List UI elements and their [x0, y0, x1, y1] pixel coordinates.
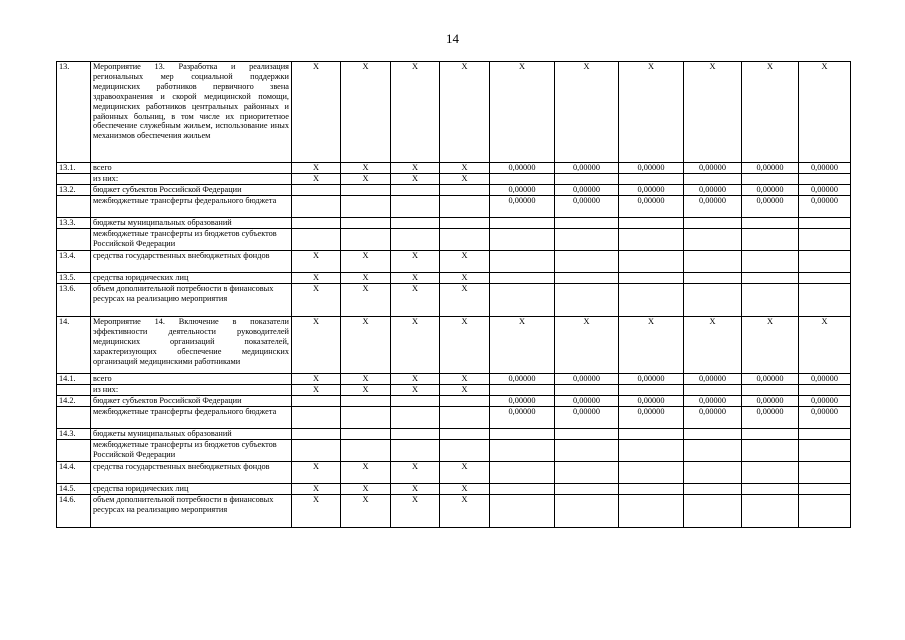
value-cell	[440, 396, 490, 407]
value-cell	[799, 174, 851, 185]
value-cell: X	[341, 484, 391, 495]
value-cell	[684, 429, 742, 440]
row-label: средства государственных внебюджетных фондов	[91, 462, 292, 484]
value-cell	[391, 396, 440, 407]
value-cell: X	[440, 317, 490, 374]
value-cell: X	[341, 385, 391, 396]
row-label: из них:	[91, 174, 292, 185]
value-cell	[799, 229, 851, 251]
value-cell	[619, 218, 684, 229]
value-cell: X	[742, 62, 799, 163]
value-cell: X	[292, 273, 341, 284]
row-number	[57, 229, 91, 251]
value-cell	[619, 495, 684, 528]
row-number: 13.2.	[57, 185, 91, 196]
value-cell: X	[440, 273, 490, 284]
measure-row	[57, 62, 851, 163]
value-cell: X	[292, 385, 341, 396]
value-cell	[555, 251, 619, 273]
value-cell	[799, 251, 851, 273]
value-cell: X	[292, 317, 341, 374]
value-cell	[555, 462, 619, 484]
value-cell: X	[292, 62, 341, 163]
value-cell	[490, 174, 555, 185]
row-number: 13.6.	[57, 284, 91, 317]
value-cell	[742, 251, 799, 273]
value-cell	[341, 229, 391, 251]
value-cell	[619, 429, 684, 440]
value-cell	[742, 218, 799, 229]
row-number	[57, 385, 91, 396]
row-number	[57, 174, 91, 185]
value-cell	[742, 440, 799, 462]
value-cell: X	[440, 385, 490, 396]
value-cell: 0,00000	[555, 407, 619, 429]
value-cell	[341, 196, 391, 218]
value-cell: X	[341, 495, 391, 528]
value-cell	[555, 284, 619, 317]
value-cell: X	[440, 374, 490, 385]
value-cell: X	[440, 462, 490, 484]
value-cell	[292, 196, 341, 218]
value-cell: X	[341, 284, 391, 317]
value-cell	[440, 218, 490, 229]
value-cell: 0,00000	[799, 196, 851, 218]
value-cell	[391, 440, 440, 462]
value-cell: X	[555, 317, 619, 374]
value-cell	[684, 251, 742, 273]
value-cell: X	[391, 273, 440, 284]
value-cell	[619, 440, 684, 462]
value-cell	[440, 196, 490, 218]
value-cell: X	[341, 462, 391, 484]
table-row	[57, 185, 851, 196]
value-cell: 0,00000	[799, 407, 851, 429]
row-label: бюджеты муниципальных образований	[91, 218, 292, 229]
value-cell: 0,00000	[799, 163, 851, 174]
value-cell	[555, 440, 619, 462]
value-cell	[440, 185, 490, 196]
value-cell	[391, 196, 440, 218]
value-cell	[799, 495, 851, 528]
table-row	[57, 218, 851, 229]
measure-title: Мероприятие 14. Включение в показатели эффективности деятельности руководителей медицинских организаций показателей, характеризующих обеспечение медицинских организаций медицинскими работниками	[91, 317, 292, 374]
row-number	[57, 407, 91, 429]
value-cell	[684, 218, 742, 229]
row-label: межбюджетные трансферты из бюджетов субъектов Российской Федерации	[91, 229, 292, 251]
value-cell: 0,00000	[619, 396, 684, 407]
row-label: объем дополнительной потребности в финансовых ресурсах на реализацию мероприятия	[91, 284, 292, 317]
value-cell	[555, 429, 619, 440]
table-row	[57, 407, 851, 429]
value-cell: 0,00000	[490, 407, 555, 429]
row-label: бюджеты муниципальных образований	[91, 429, 292, 440]
row-label: всего	[91, 163, 292, 174]
value-cell	[341, 407, 391, 429]
value-cell	[799, 462, 851, 484]
value-cell	[742, 484, 799, 495]
value-cell	[490, 440, 555, 462]
row-number: 14.	[57, 317, 91, 374]
value-cell	[490, 462, 555, 484]
row-label: средства государственных внебюджетных фондов	[91, 251, 292, 273]
value-cell	[619, 174, 684, 185]
row-label: объем дополнительной потребности в финансовых ресурсах на реализацию мероприятия	[91, 495, 292, 528]
budget-table	[56, 61, 851, 528]
value-cell	[742, 462, 799, 484]
table-row	[57, 284, 851, 317]
value-cell	[341, 218, 391, 229]
value-cell	[490, 484, 555, 495]
value-cell	[742, 495, 799, 528]
row-number: 13.5.	[57, 273, 91, 284]
value-cell	[619, 229, 684, 251]
value-cell: 0,00000	[684, 196, 742, 218]
value-cell: X	[742, 317, 799, 374]
value-cell: X	[292, 284, 341, 317]
value-cell	[440, 429, 490, 440]
row-number: 14.4.	[57, 462, 91, 484]
table-row	[57, 196, 851, 218]
value-cell: X	[391, 374, 440, 385]
value-cell: X	[341, 163, 391, 174]
value-cell: 0,00000	[742, 374, 799, 385]
value-cell: X	[440, 495, 490, 528]
row-number	[57, 440, 91, 462]
row-label: межбюджетные трансферты федерального бюджета	[91, 407, 292, 429]
table-body	[57, 62, 851, 528]
value-cell	[742, 174, 799, 185]
row-label: всего	[91, 374, 292, 385]
value-cell: X	[341, 273, 391, 284]
value-cell: 0,00000	[799, 396, 851, 407]
value-cell: X	[341, 62, 391, 163]
value-cell	[341, 429, 391, 440]
value-cell	[292, 229, 341, 251]
value-cell	[440, 407, 490, 429]
value-cell	[684, 385, 742, 396]
row-label: бюджет субъектов Российской Федерации	[91, 185, 292, 196]
value-cell	[490, 495, 555, 528]
row-number: 13.3.	[57, 218, 91, 229]
row-label: из них:	[91, 385, 292, 396]
value-cell: X	[391, 251, 440, 273]
table-row	[57, 229, 851, 251]
value-cell: 0,00000	[619, 196, 684, 218]
value-cell	[799, 218, 851, 229]
value-cell: X	[292, 163, 341, 174]
row-number: 13.4.	[57, 251, 91, 273]
value-cell	[684, 284, 742, 317]
value-cell	[292, 407, 341, 429]
value-cell	[619, 484, 684, 495]
value-cell: X	[619, 317, 684, 374]
value-cell	[555, 385, 619, 396]
value-cell	[799, 284, 851, 317]
value-cell	[742, 284, 799, 317]
value-cell: 0,00000	[684, 407, 742, 429]
table-row	[57, 163, 851, 174]
value-cell: 0,00000	[490, 163, 555, 174]
value-cell: 0,00000	[619, 163, 684, 174]
value-cell: 0,00000	[684, 163, 742, 174]
table-row	[57, 174, 851, 185]
value-cell	[742, 385, 799, 396]
value-cell	[440, 440, 490, 462]
value-cell: 0,00000	[490, 185, 555, 196]
row-number: 14.5.	[57, 484, 91, 495]
value-cell: 0,00000	[490, 196, 555, 218]
value-cell	[619, 462, 684, 484]
value-cell	[490, 429, 555, 440]
value-cell: X	[490, 317, 555, 374]
value-cell	[555, 273, 619, 284]
value-cell	[684, 462, 742, 484]
value-cell	[619, 284, 684, 317]
value-cell: 0,00000	[742, 185, 799, 196]
row-label: бюджет субъектов Российской Федерации	[91, 396, 292, 407]
value-cell	[490, 273, 555, 284]
value-cell	[292, 429, 341, 440]
value-cell	[619, 273, 684, 284]
value-cell	[799, 440, 851, 462]
value-cell: X	[684, 62, 742, 163]
value-cell	[799, 429, 851, 440]
value-cell: 0,00000	[490, 374, 555, 385]
value-cell	[490, 284, 555, 317]
value-cell	[555, 218, 619, 229]
value-cell: X	[292, 251, 341, 273]
table-row	[57, 374, 851, 385]
row-label: межбюджетные трансферты из бюджетов субъектов Российской Федерации	[91, 440, 292, 462]
table-row	[57, 462, 851, 484]
value-cell: 0,00000	[742, 407, 799, 429]
value-cell	[799, 273, 851, 284]
value-cell: X	[292, 462, 341, 484]
table-row	[57, 429, 851, 440]
row-number	[57, 196, 91, 218]
value-cell	[391, 218, 440, 229]
value-cell: X	[391, 484, 440, 495]
value-cell: X	[391, 62, 440, 163]
table-row	[57, 484, 851, 495]
value-cell: 0,00000	[742, 196, 799, 218]
value-cell: X	[391, 495, 440, 528]
value-cell: 0,00000	[555, 396, 619, 407]
table-row	[57, 385, 851, 396]
table-row	[57, 273, 851, 284]
value-cell: X	[292, 174, 341, 185]
value-cell	[684, 229, 742, 251]
value-cell	[341, 440, 391, 462]
value-cell: X	[341, 174, 391, 185]
value-cell	[391, 185, 440, 196]
value-cell: 0,00000	[555, 185, 619, 196]
value-cell: X	[440, 484, 490, 495]
value-cell: X	[684, 317, 742, 374]
value-cell	[742, 273, 799, 284]
value-cell: X	[341, 251, 391, 273]
measure-title: Мероприятие 13. Разработка и реализация региональных мер социальной поддержки медицинских работников первичного звена здравоохранения и скорой медицинской помощи, медицинских работников центральных районных и районных больниц, в том числе их приоритетное обеспечение служебным жильем, использование иных механизмов обеспечения жильем	[91, 62, 292, 163]
measure-row	[57, 317, 851, 374]
value-cell: 0,00000	[555, 196, 619, 218]
value-cell: X	[440, 284, 490, 317]
value-cell: 0,00000	[555, 374, 619, 385]
value-cell: 0,00000	[799, 185, 851, 196]
value-cell	[742, 429, 799, 440]
value-cell	[341, 185, 391, 196]
row-number: 14.3.	[57, 429, 91, 440]
value-cell	[684, 484, 742, 495]
value-cell: X	[292, 374, 341, 385]
value-cell: 0,00000	[799, 374, 851, 385]
value-cell	[490, 218, 555, 229]
value-cell: 0,00000	[684, 374, 742, 385]
value-cell: 0,00000	[619, 407, 684, 429]
value-cell: 0,00000	[742, 163, 799, 174]
value-cell: 0,00000	[684, 185, 742, 196]
row-number: 14.6.	[57, 495, 91, 528]
value-cell: X	[391, 163, 440, 174]
value-cell	[490, 385, 555, 396]
value-cell	[292, 396, 341, 407]
value-cell: X	[292, 484, 341, 495]
value-cell	[619, 385, 684, 396]
value-cell	[490, 229, 555, 251]
value-cell	[619, 251, 684, 273]
value-cell	[490, 251, 555, 273]
page-number: 14	[446, 31, 459, 46]
value-cell: X	[440, 251, 490, 273]
value-cell	[391, 407, 440, 429]
table-row	[57, 396, 851, 407]
value-cell: X	[440, 62, 490, 163]
value-cell: X	[619, 62, 684, 163]
value-cell: X	[440, 174, 490, 185]
row-number: 13.1.	[57, 163, 91, 174]
value-cell: X	[341, 317, 391, 374]
value-cell	[799, 484, 851, 495]
value-cell: X	[341, 374, 391, 385]
value-cell: X	[391, 174, 440, 185]
value-cell: 0,00000	[619, 185, 684, 196]
value-cell	[292, 440, 341, 462]
value-cell: X	[799, 62, 851, 163]
value-cell	[684, 495, 742, 528]
value-cell	[555, 174, 619, 185]
value-cell	[292, 185, 341, 196]
value-cell	[292, 218, 341, 229]
value-cell	[555, 229, 619, 251]
value-cell: X	[799, 317, 851, 374]
row-label: средства юридических лиц	[91, 484, 292, 495]
value-cell	[341, 396, 391, 407]
row-number: 13.	[57, 62, 91, 163]
value-cell: 0,00000	[490, 396, 555, 407]
value-cell	[555, 484, 619, 495]
value-cell: X	[391, 317, 440, 374]
table-row	[57, 495, 851, 528]
value-cell	[684, 273, 742, 284]
value-cell	[684, 440, 742, 462]
value-cell: X	[555, 62, 619, 163]
value-cell	[799, 385, 851, 396]
row-label: межбюджетные трансферты федерального бюджета	[91, 196, 292, 218]
value-cell: X	[490, 62, 555, 163]
value-cell	[440, 229, 490, 251]
value-cell: X	[391, 284, 440, 317]
value-cell	[391, 229, 440, 251]
row-label: средства юридических лиц	[91, 273, 292, 284]
table-row	[57, 440, 851, 462]
value-cell: 0,00000	[555, 163, 619, 174]
table-row	[57, 251, 851, 273]
row-number: 14.2.	[57, 396, 91, 407]
value-cell	[555, 495, 619, 528]
value-cell	[684, 174, 742, 185]
value-cell: X	[391, 462, 440, 484]
value-cell: X	[391, 385, 440, 396]
row-number: 14.1.	[57, 374, 91, 385]
value-cell: X	[292, 495, 341, 528]
value-cell: 0,00000	[619, 374, 684, 385]
value-cell	[742, 229, 799, 251]
value-cell: X	[440, 163, 490, 174]
value-cell	[391, 429, 440, 440]
value-cell: 0,00000	[684, 396, 742, 407]
value-cell: 0,00000	[742, 396, 799, 407]
